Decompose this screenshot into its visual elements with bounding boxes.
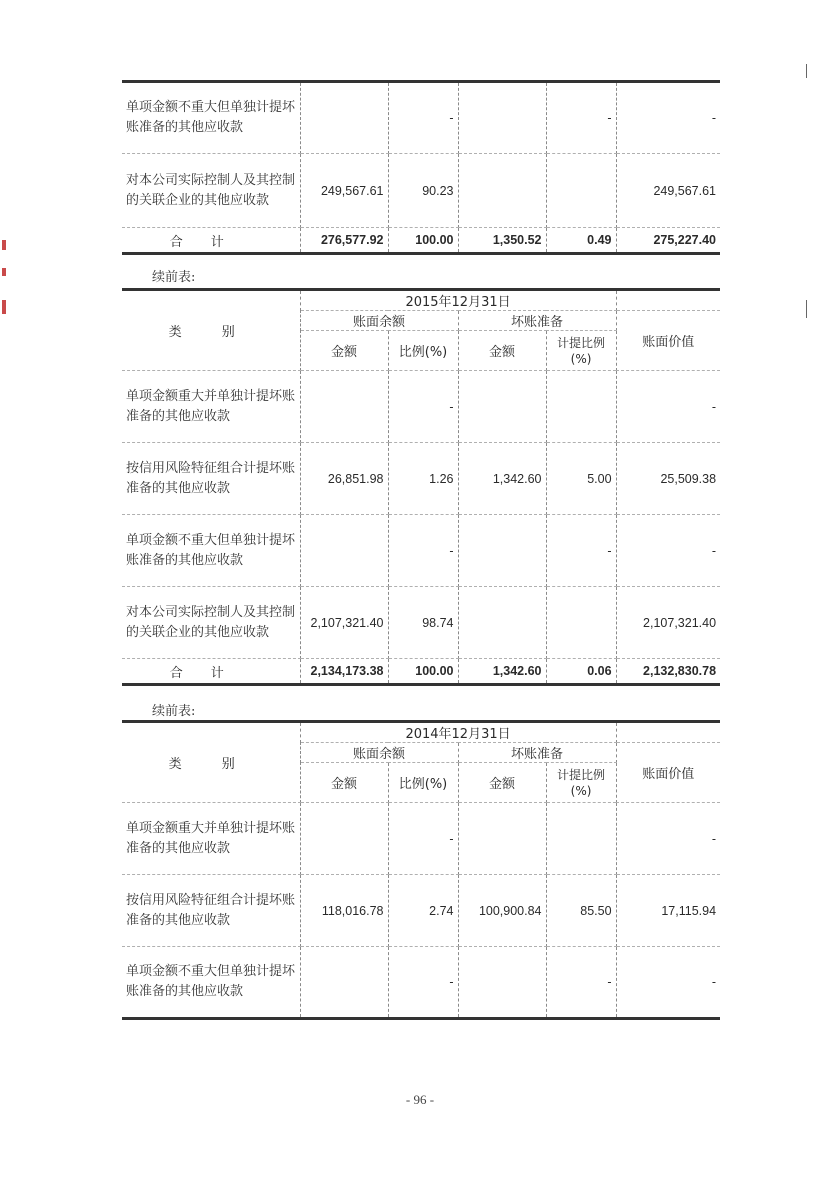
cell-provision-ratio: - [546, 947, 616, 1019]
cell-provision [458, 803, 546, 875]
cell-amount: 26,851.98 [300, 443, 388, 515]
header-provision-amount: 金额 [458, 763, 546, 803]
header-amount: 金额 [300, 763, 388, 803]
table-row [122, 371, 720, 443]
total-label: 合计 [122, 228, 300, 254]
cell-provision-ratio: - [546, 515, 616, 587]
cell-ratio: - [388, 371, 458, 443]
row-category: 单项金额重大并单独计提坏账准备的其他应收款 [122, 803, 300, 875]
total-ratio: 100.00 [388, 659, 458, 685]
cell-book-value: 17,115.94 [616, 875, 720, 947]
total-provision-ratio: 0.06 [546, 659, 616, 685]
header-blank [616, 290, 720, 311]
continued-label: 续前表: [152, 270, 196, 285]
receivables-table-2016-continued [122, 80, 720, 255]
cell-provision [458, 154, 546, 228]
cell-provision [458, 587, 546, 659]
cell-provision-ratio: 85.50 [546, 875, 616, 947]
cell-provision-ratio [546, 803, 616, 875]
cell-ratio: - [388, 82, 458, 154]
header-row [122, 290, 720, 311]
row-category: 单项金额不重大但单独计提坏账准备的其他应收款 [122, 947, 300, 1019]
row-category: 按信用风险特征组合计提坏账准备的其他应收款 [122, 443, 300, 515]
header-provision-ratio: 计提比例(%) [546, 331, 616, 371]
header-book-balance: 账面余额 [300, 311, 458, 331]
total-ratio: 100.00 [388, 228, 458, 254]
cell-ratio: 2.74 [388, 875, 458, 947]
receivables-table-2014 [122, 720, 720, 1020]
header-amount: 金额 [300, 331, 388, 371]
page-number: - 96 - [405, 1092, 435, 1107]
cell-book-value: - [616, 947, 720, 1019]
total-book-value: 275,227.40 [616, 228, 720, 254]
total-book-value: 2,132,830.78 [616, 659, 720, 685]
row-category: 单项金额不重大但单独计提坏账准备的其他应收款 [122, 82, 300, 154]
table-row [122, 154, 720, 228]
cell-book-value: 249,567.61 [616, 154, 720, 228]
cell-amount [300, 515, 388, 587]
row-category: 单项金额不重大但单独计提坏账准备的其他应收款 [122, 515, 300, 587]
stamp-mark [2, 240, 6, 250]
total-provision: 1,350.52 [458, 228, 546, 254]
cell-ratio: - [388, 515, 458, 587]
cell-amount: 249,567.61 [300, 154, 388, 228]
header-date: 2015年12月31日 [300, 290, 616, 311]
cell-book-value: - [616, 803, 720, 875]
cell-provision-ratio: 5.00 [546, 443, 616, 515]
cell-ratio: 90.23 [388, 154, 458, 228]
cell-provision-ratio [546, 587, 616, 659]
cell-book-value: - [616, 515, 720, 587]
cell-provision-ratio: - [546, 82, 616, 154]
table-row [122, 587, 720, 659]
header-ratio: 比例(%) [388, 331, 458, 371]
cell-ratio: 1.26 [388, 443, 458, 515]
cell-amount [300, 803, 388, 875]
total-provision-ratio: 0.49 [546, 228, 616, 254]
total-row [122, 659, 720, 685]
cell-provision: 100,900.84 [458, 875, 546, 947]
table-row [122, 803, 720, 875]
table-row [122, 947, 720, 1019]
cell-book-value: 25,509.38 [616, 443, 720, 515]
header-provision-amount: 金额 [458, 331, 546, 371]
cell-book-value: - [616, 82, 720, 154]
total-row [122, 228, 720, 254]
header-bad-debt: 坏账准备 [458, 743, 616, 763]
header-book-value: 账面价值 [616, 743, 720, 803]
header-provision-ratio: 计提比例(%) [546, 763, 616, 803]
cell-provision [458, 82, 546, 154]
header-bad-debt: 坏账准备 [458, 311, 616, 331]
header-book-value: 账面价值 [616, 311, 720, 371]
stamp-mark [2, 268, 6, 276]
table-row [122, 875, 720, 947]
total-amount: 276,577.92 [300, 228, 388, 254]
total-provision: 1,342.60 [458, 659, 546, 685]
cell-amount [300, 371, 388, 443]
cell-provision [458, 515, 546, 587]
table-row [122, 443, 720, 515]
cell-provision [458, 371, 546, 443]
cell-provision [458, 947, 546, 1019]
header-row [122, 722, 720, 743]
receivables-table-2015 [122, 288, 720, 686]
total-amount: 2,134,173.38 [300, 659, 388, 685]
cell-ratio: 98.74 [388, 587, 458, 659]
row-category: 按信用风险特征组合计提坏账准备的其他应收款 [122, 875, 300, 947]
continued-label: 续前表: [152, 704, 196, 719]
cell-provision: 1,342.60 [458, 443, 546, 515]
cell-ratio: - [388, 947, 458, 1019]
cell-provision-ratio [546, 154, 616, 228]
header-blank [616, 722, 720, 743]
header-category: 类 别 [122, 722, 300, 803]
total-label: 合计 [122, 659, 300, 685]
table-row [122, 82, 720, 154]
cell-amount [300, 82, 388, 154]
header-ratio: 比例(%) [388, 763, 458, 803]
row-category: 对本公司实际控制人及其控制的关联企业的其他应收款 [122, 587, 300, 659]
header-category: 类 别 [122, 290, 300, 371]
stamp-mark [2, 300, 6, 314]
cell-amount: 118,016.78 [300, 875, 388, 947]
cell-amount: 2,107,321.40 [300, 587, 388, 659]
cell-amount [300, 947, 388, 1019]
cell-book-value: - [616, 371, 720, 443]
edge-mark [806, 300, 807, 318]
cell-ratio: - [388, 803, 458, 875]
cell-book-value: 2,107,321.40 [616, 587, 720, 659]
row-category: 单项金额重大并单独计提坏账准备的其他应收款 [122, 371, 300, 443]
table-row [122, 515, 720, 587]
cell-provision-ratio [546, 371, 616, 443]
row-category: 对本公司实际控制人及其控制的关联企业的其他应收款 [122, 154, 300, 228]
header-date: 2014年12月31日 [300, 722, 616, 743]
header-book-balance: 账面余额 [300, 743, 458, 763]
edge-mark [806, 64, 807, 78]
